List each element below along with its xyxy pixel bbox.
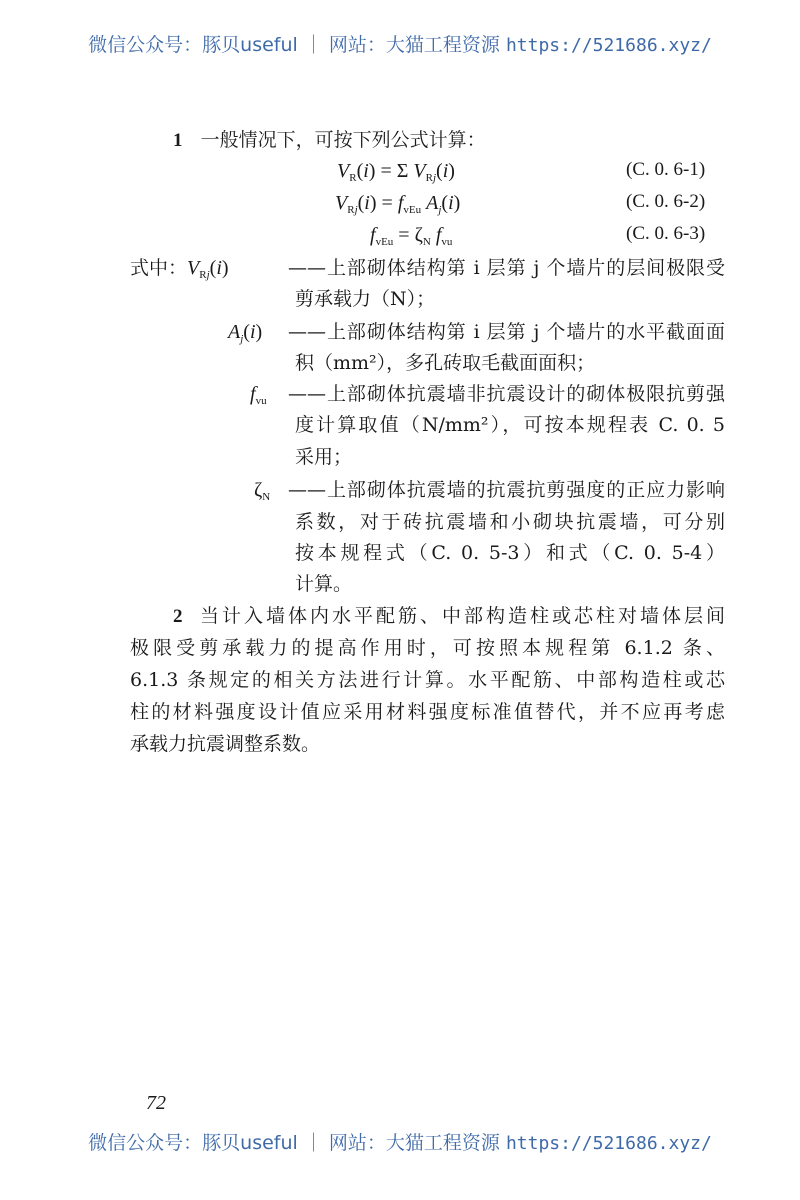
definition-line: ——上部砌体结构第 i 层第 j 个墙片的水平截面面 <box>288 321 725 343</box>
equation-2: $V_{Rj}(i) = f_{vEu}$ $A_j(i)$ <box>335 192 461 216</box>
paragraph-line: 6.1.3 条规定的相关方法进行计算。水平配筋、中部构造柱或芯 <box>130 669 725 691</box>
watermark-text: 微信公众号：豚贝useful ｜ 网站：大猫工程资源 <box>88 1132 500 1154</box>
definition-line: ——上部砌体抗震墙非抗震设计的砌体极限抗剪强 <box>288 383 725 405</box>
definition-line: 系数，对于砖抗震墙和小砌块抗震墙，可分别 <box>295 511 725 533</box>
watermark-text: 微信公众号：豚贝useful ｜ 网站：大猫工程资源 <box>88 34 500 56</box>
definition-line: 按本规程式（C. 0. 5-3）和式（C. 0. 5-4） <box>295 542 725 564</box>
item-1 <box>173 128 486 153</box>
equation-3: $f_{vEu} = \zeta_N$ $f_{vu}$ <box>370 224 453 248</box>
watermark-header <box>0 30 800 57</box>
definition-line: 采用； <box>295 446 353 468</box>
definition-line: ——上部砌体结构第 i 层第 j 个墙片的层间极限受 <box>288 257 725 279</box>
symbol-zetaN: $\zeta_N$ <box>254 479 271 503</box>
definition-line: 计算。 <box>295 573 353 595</box>
definition-line: ——上部砌体抗震墙的抗震抗剪强度的正应力影响 <box>288 479 725 501</box>
equation-number: (C. 0. 6-1) <box>626 159 706 180</box>
item-text: 一般情况下，可按下列公式计算： <box>200 129 486 151</box>
where-label: 式中：$V_{Rj}(i)$ <box>130 257 229 281</box>
watermark-url: https://521686.xyz/ <box>505 1133 712 1154</box>
paragraph-line: 极限受剪承载力的提高作用时，可按照本规程第 6.1.2 条、 <box>130 637 725 659</box>
paragraph-line: 柱的材料强度设计值应采用材料强度标准值替代，并不应再考虑 <box>130 701 725 723</box>
definition-line: 度计算取值（N/mm²），可按本规程表 C. 0. 5 <box>295 414 725 436</box>
page-number: 72 <box>146 1092 166 1114</box>
definition-line: 剪承载力（N）； <box>295 288 436 310</box>
watermark-footer <box>0 1128 800 1155</box>
equation-1: $V_R(i) = \Sigma$ $V_{Rj}(i)$ <box>337 160 455 184</box>
where-text: 式中： <box>130 257 188 279</box>
equation-number: (C. 0. 6-2) <box>626 191 706 212</box>
definition-line: 积（mm²），多孔砖取毛截面面积； <box>295 352 596 374</box>
paragraph-line: 当计入墙体内水平配筋、中部构造柱或芯柱对墙体层间 <box>200 605 725 627</box>
paragraph-line: 承载力抗震调整系数。 <box>130 733 321 755</box>
symbol-Aj: $A_j(i)$ <box>228 321 263 345</box>
item-number: 1 <box>173 130 183 151</box>
item-number: 2 <box>173 606 183 627</box>
watermark-url: https://521686.xyz/ <box>505 35 712 56</box>
symbol-fvu: $f_{vu}$ <box>250 383 267 407</box>
equation-number: (C. 0. 6-3) <box>626 223 706 244</box>
item-2-number <box>173 604 183 629</box>
